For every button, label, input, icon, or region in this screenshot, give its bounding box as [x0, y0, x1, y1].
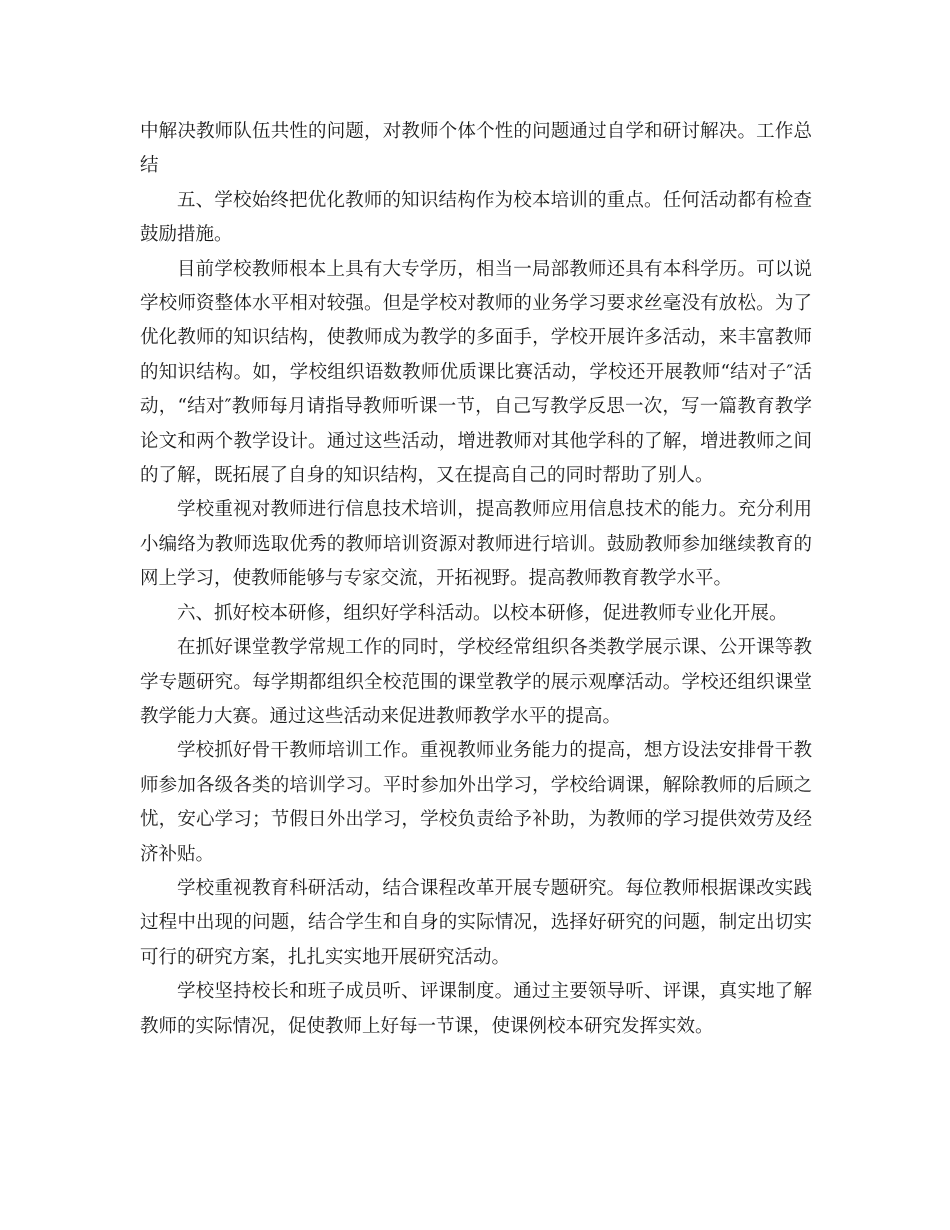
paragraph-research-activities: 学校重视教育科研活动，结合课程改革开展专题研究。每位教师根据课改实践过程中出现的问题，结合学生和自身的实际情况，选择好研究的问题，制定出切实可行的研究方案，扎扎实实地开展研究活动。 — [140, 877, 812, 968]
paragraph-classroom-teaching: 在抓好课堂教学常规工作的同时，学校经常组织各类教学展示课、公开课等教学专题研究。每学期都组织全校范围的课堂教学的展示观摩活动。学校还组织课堂教学能力大赛。通过这些活动来促进教师教学水平的提高。 — [140, 637, 812, 727]
paragraph-continuation: 中解决教师队伍共性的问题，对教师个体个性的问题通过自学和研讨解决。工作总结 — [140, 121, 812, 177]
paragraph-knowledge-structure: 目前学校教师根本上具有大专学历，相当一局部教师还具有本科学历。可以说学校师资整体水平相对较强。但是学校对教师的业务学习要求丝毫没有放松。为了优化教师的知识结构，使教师成为教学的多面手，学校开展许多活动，来丰富教师的知识结构。如，学校组织语数教师优质课比赛活动，学校还开展教师“结对子″活动，“结对″教师每月请指导教师听课一节，自己写教学反思一次，写一篇教育教学论文和两个教学设计。通过这些活动，增进教师对其他学科的了解，增进教师之间的了解，既拓展了自身的知识结构，又在提高自己的同时帮助了别人。 — [140, 258, 812, 487]
paragraph-lesson-evaluation: 学校坚持校长和班子成员听、评课制度。通过主要领导听、评课，真实地了解教师的实际情况，促使教师上好每一节课，使课例校本研究发挥实效。 — [140, 981, 812, 1037]
paragraph-section-five-heading: 五、学校始终把优化教师的知识结构作为校本培训的重点。任何活动都有检查鼓励措施。 — [140, 189, 812, 246]
document-body — [140, 115, 812, 1044]
paragraph-backbone-teachers: 学校抓好骨干教师培训工作。重视教师业务能力的提高，想方设法安排骨干教师参加各级各类的培训学习。平时参加外出学习，学校给调课，解除教师的后顾之忧，安心学习；节假日外出学习，学校负责给予补助，为教师的学习提供效劳及经济补贴。 — [140, 740, 812, 865]
paragraph-it-training: 学校重视对教师进行信息技术培训，提高教师应用信息技术的能力。充分利用小编络为教师选取优秀的教师培训资源对教师进行培训。鼓励教师参加继续教育的网上学习，使教师能够与专家交流，开拓视野。提高教师教育教学水平。 — [140, 499, 812, 590]
paragraph-section-six-heading: 六、抓好校本研修，组织好学科活动。以校本研修，促进教师专业化开展。 — [177, 602, 788, 624]
